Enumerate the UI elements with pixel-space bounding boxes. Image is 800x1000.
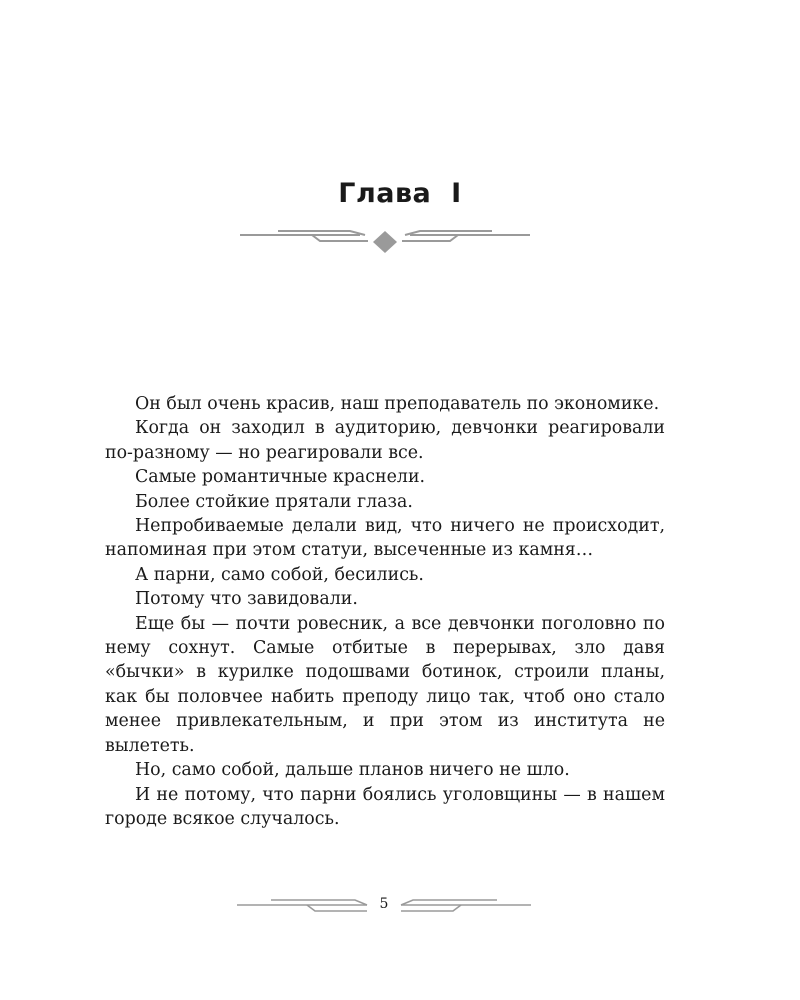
paragraph: И не потому, что парни боялись уголовщины — в нашем городе всякое случалось. — [105, 784, 665, 829]
chapter-title: Глава I — [338, 178, 462, 209]
chapter-body — [105, 392, 665, 831]
paragraph: Потому что завидовали. — [135, 589, 358, 610]
paragraph: Он был очень красив, наш преподаватель по экономике. — [135, 394, 660, 414]
paragraph: Самые романтичные краснели. — [135, 467, 426, 488]
page-footer — [237, 893, 531, 919]
chapter-ornament — [240, 222, 530, 256]
paragraph: Непробиваемые делали вид, что ничего не происходит, напоминая при этом статуи, высеченные из камня… — [105, 516, 665, 561]
diamond-icon — [373, 231, 397, 253]
paragraph: Когда он заходил в аудиторию, девчонки реагировали по-разному — но реагировали все. — [105, 418, 665, 463]
paragraph: Более стойкие прятали глаза. — [135, 491, 413, 512]
page-number: 5 — [379, 896, 389, 912]
paragraph: Но, само собой, дальше планов ничего не шло. — [135, 760, 570, 781]
paragraph: Еще бы — почти ровесник, а все девчонки поголовно по нему сохнут. Самые отбитые в перерывах, зло давя «бычки» в курилке подошвами ботинок, строили планы, как бы половчее набить преподу лицо так, чтоб оно стало менее привлекательным, и при этом из института не вылететь. — [105, 613, 665, 756]
paragraph: А парни, само собой, бесились. — [135, 564, 424, 585]
